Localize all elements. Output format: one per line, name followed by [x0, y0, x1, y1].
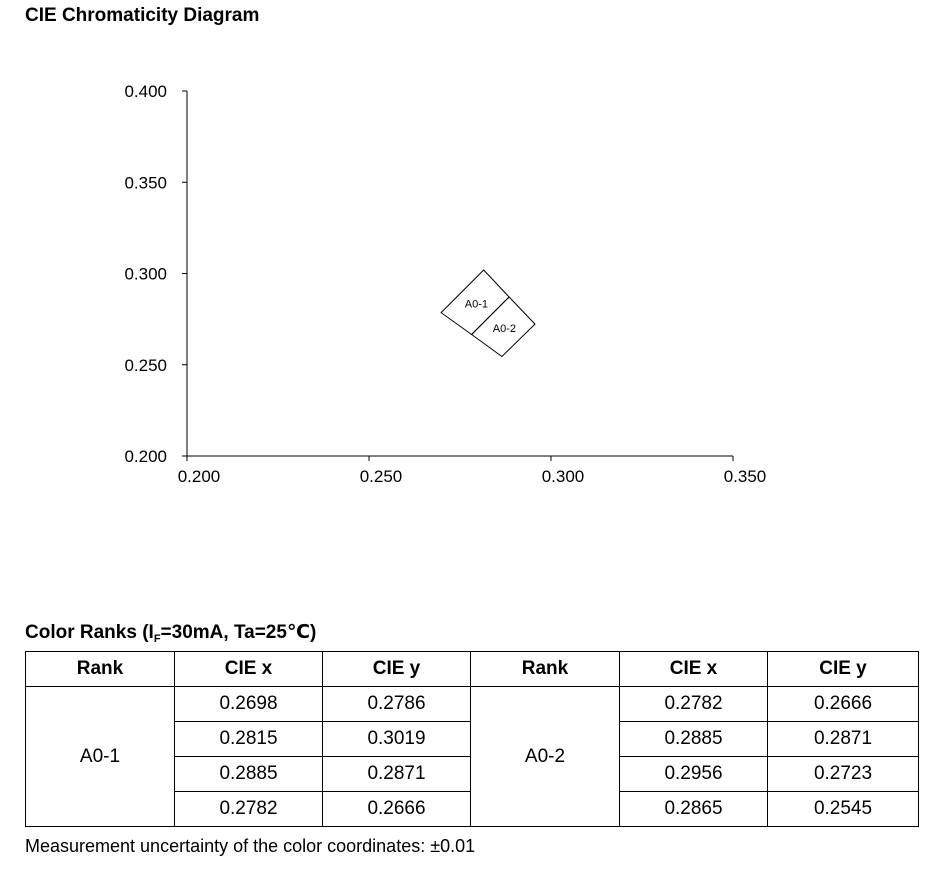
cie-y-cell: 0.2666	[323, 792, 471, 827]
cie-y-cell: 0.3019	[323, 722, 471, 757]
region-label: A0-1	[464, 298, 489, 311]
table-title-prefix: Color Ranks (I	[25, 622, 154, 643]
y-tick-label: 0.200	[124, 447, 167, 466]
cie-x-cell: 0.2782	[175, 792, 323, 827]
measurement-note: Measurement uncertainty of the color coordinates: ±0.01	[25, 836, 476, 856]
rank-cell-right: A0-2	[471, 687, 620, 827]
header-cie-y-left: CIE y	[323, 652, 471, 687]
x-tick-label: 0.250	[359, 467, 403, 486]
page-title: CIE Chromaticity Diagram	[25, 5, 260, 26]
header-cie-y-right: CIE y	[768, 652, 919, 687]
table-header-row	[26, 652, 919, 687]
y-tick-label: 0.400	[124, 82, 167, 101]
y-tick-label: 0.350	[124, 173, 167, 193]
y-tick-label: 0.300	[124, 264, 167, 284]
header-cie-x-right: CIE x	[620, 652, 768, 687]
y-tick-label: 0.250	[124, 355, 167, 375]
table-row	[26, 687, 919, 722]
cie-y-cell: 0.2871	[323, 757, 471, 792]
cie-y-cell: 0.2666	[768, 687, 919, 722]
cie-x-cell: 0.2782	[620, 687, 768, 722]
cie-y-cell: 0.2723	[768, 757, 919, 792]
cie-y-cell: 0.2786	[323, 687, 471, 722]
cie-x-cell: 0.2698	[175, 687, 323, 722]
rank-cell-left: A0-1	[26, 687, 175, 827]
cie-y-cell: 0.2545	[768, 792, 919, 827]
table-title	[25, 622, 316, 646]
cie-x-cell: 0.2885	[175, 757, 323, 792]
color-ranks-table	[25, 651, 919, 827]
header-rank-left: Rank	[26, 652, 175, 687]
x-tick-label: 0.350	[723, 467, 767, 486]
table-title-subscript: F	[153, 633, 161, 645]
cie-y-cell: 0.2871	[768, 722, 919, 757]
header-rank-right: Rank	[471, 652, 620, 687]
x-tick-label: 0.200	[177, 467, 221, 486]
x-tick-label: 0.300	[541, 467, 585, 486]
cie-x-cell: 0.2885	[620, 722, 768, 757]
header-cie-x-left: CIE x	[175, 652, 323, 687]
cie-x-cell: 0.2865	[620, 792, 768, 827]
cie-x-cell: 0.2815	[175, 722, 323, 757]
table-title-suffix: =30mA, Ta=25℃)	[160, 622, 317, 643]
region-label: A0-2	[492, 323, 517, 336]
cie-x-cell: 0.2956	[620, 757, 768, 792]
